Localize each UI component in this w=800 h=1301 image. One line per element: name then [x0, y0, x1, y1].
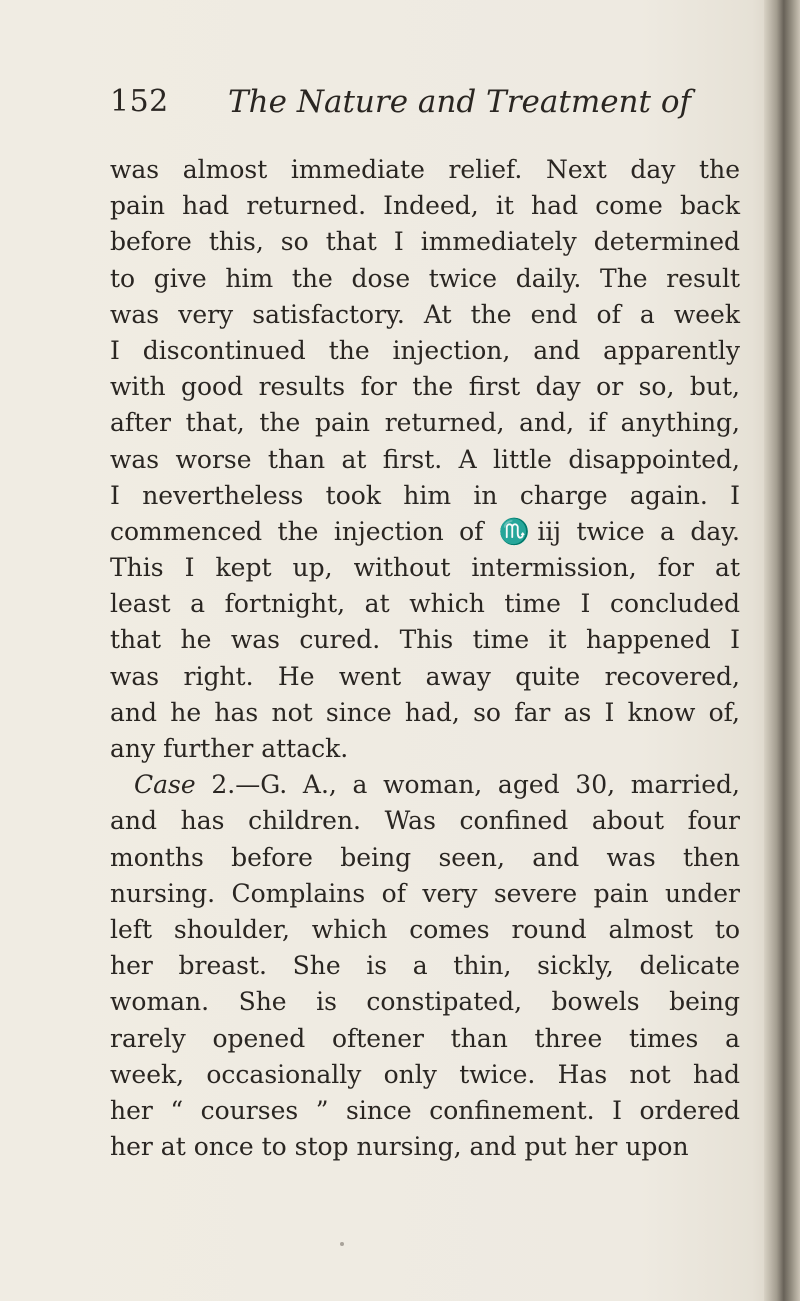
text-line: was worse than at first. A little disappointed, [110, 444, 740, 474]
text-line: after that, the pain returned, and, if anything, [110, 408, 740, 438]
text-line: to give him the dose twice daily. The result [110, 263, 740, 293]
text-line: and has children. Was confined about four [110, 806, 740, 836]
text-line: I nevertheless took him in charge again. I [110, 480, 740, 510]
text-line: with good results for the first day or so, but, [110, 372, 740, 402]
text-line: pain had returned. Indeed, it had come back [110, 191, 740, 221]
text-line: months before being seen, and was then [110, 842, 740, 872]
page-header [110, 84, 750, 128]
text-line: This I kept up, without intermission, for at [110, 553, 740, 583]
text-line: rarely opened oftener than three times a [110, 1023, 740, 1053]
text-line: was right. He went away quite recovered, [110, 661, 740, 691]
text-line: least a fortnight, at which time I concluded [110, 589, 740, 619]
case-label: Case [134, 770, 196, 800]
text-line: her at once to stop nursing, and put her upon [110, 1132, 689, 1162]
text-line: that he was cured. This time it happened I [110, 625, 740, 655]
text-line: commenced the injection of ♏iij twice a day. [110, 516, 740, 546]
text-line: week, occasionally only twice. Has not had [110, 1059, 740, 1089]
text-line: was almost immediate relief. Next day the [110, 155, 740, 184]
text-line: nursing. Complains of very severe pain under [110, 878, 740, 908]
body-text [110, 152, 740, 1165]
text-line: I discontinued the injection, and apparently [110, 335, 740, 365]
text-line: her “ courses ” since confinement. I ordered [110, 1095, 740, 1125]
text-line: before this, so that I immediately determined [110, 227, 740, 257]
text-line: left shoulder, which comes round almost to [110, 914, 740, 944]
case-heading-line [110, 767, 740, 803]
paper-speck [340, 1242, 344, 1246]
text-line: woman. She is constipated, bowels being [110, 987, 740, 1017]
text-line: any further attack. [110, 734, 349, 763]
page-number: 152 [110, 84, 169, 119]
text-line: was very satisfactory. At the end of a week [110, 299, 740, 329]
text-line: her breast. She is a thin, sickly, delicate [110, 951, 740, 981]
text-line: and he has not since had, so far as I know of, [110, 697, 740, 727]
page-edge-shadow [764, 0, 800, 1301]
running-title: The Nature and Treatment of [228, 84, 691, 120]
case-heading-text: 2.—G. A., a woman, aged 30, married, [195, 770, 740, 800]
